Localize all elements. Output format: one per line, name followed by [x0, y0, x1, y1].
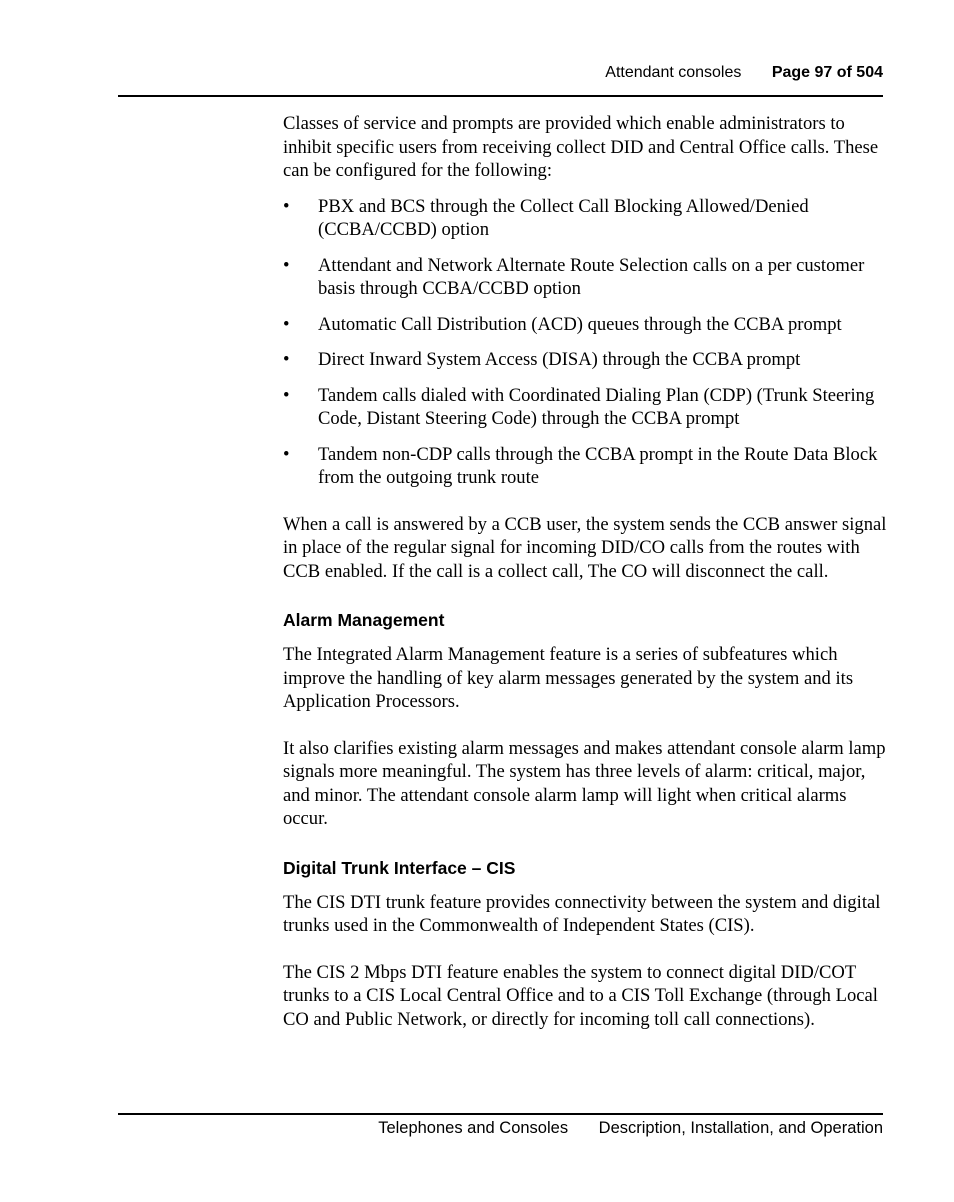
alarm-management-paragraph-2: It also clarifies existing alarm messages and makes attendant console alarm lamp signals more meaningful. The system has three levels of alarm: critical, major, and minor. The attendant console alarm lamp will light when critical alarms occur. — [283, 737, 886, 829]
list-item — [283, 254, 887, 301]
dti-cis-paragraph-1: The CIS DTI trunk feature provides connectivity between the system and digital trunks used in the Commonwealth of Independent States (CIS). — [283, 891, 881, 936]
list-item — [283, 313, 887, 337]
list-item-text: Attendant and Network Alternate Route Selection calls on a per customer basis through CCBA/CCBD option — [318, 254, 865, 299]
running-section-title: Attendant consoles — [605, 64, 742, 81]
page-header — [605, 64, 883, 82]
list-item — [283, 348, 887, 372]
footer-document-title: Description, Installation, and Operation — [598, 1119, 883, 1137]
ccb-options-list — [283, 195, 887, 490]
list-item-text: PBX and BCS through the Collect Call Blocking Allowed/Denied (CCBA/CCBD) option — [318, 195, 809, 240]
bullet-marker: • — [283, 349, 290, 370]
footer-rule — [118, 1113, 883, 1115]
list-item-text: Automatic Call Distribution (ACD) queues through the CCBA prompt — [318, 313, 842, 335]
list-item — [283, 384, 887, 431]
intro-paragraph: Classes of service and prompts are provided which enable administrators to inhibit specific users from receiving collect DID and Central Office calls. These can be configured for the following: — [283, 113, 879, 181]
bullet-marker: • — [283, 443, 290, 465]
page-footer — [378, 1117, 883, 1140]
alarm-management-heading: Alarm Management — [283, 610, 445, 630]
page-number: Page 97 of 504 — [771, 64, 883, 81]
page-body — [283, 112, 887, 1054]
list-item-text: Direct Inward System Access (DISA) through the CCBA prompt — [318, 349, 801, 370]
list-item-text: Tandem non-CDP calls through the CCBA prompt in the Route Data Block from the outgoing trunk route — [318, 443, 878, 488]
bullet-marker: • — [283, 384, 290, 406]
bullet-marker: • — [283, 195, 290, 217]
list-item — [283, 443, 887, 490]
bullet-marker: • — [283, 254, 290, 276]
list-item-text: Tandem calls dialed with Coordinated Dialing Plan (CDP) (Trunk Steering Code, Distant Steering Code) through the CCBA prompt — [318, 384, 875, 429]
footer-document-series: Telephones and Consoles — [378, 1119, 569, 1137]
dti-cis-paragraph-2: The CIS 2 Mbps DTI feature enables the system to connect digital DID/COT trunks to a CIS Local Central Office and to a CIS Toll Exchange (through Local CO and Public Network, or directly for incoming toll call connections). — [283, 961, 878, 1030]
dti-cis-heading: Digital Trunk Interface – CIS — [283, 857, 516, 878]
header-rule — [118, 95, 883, 97]
alarm-management-paragraph-1: The Integrated Alarm Management feature is a series of subfeatures which improve the handling of key alarm messages generated by the system and its Application Processors. — [283, 644, 854, 712]
ccb-answer-paragraph: When a call is answered by a CCB user, the system sends the CCB answer signal in place of the regular signal for incoming DID/CO calls from the routes with CCB enabled. If the call is a collect call, The CO will disconnect the call. — [283, 513, 887, 582]
bullet-marker: • — [283, 313, 290, 335]
list-item — [283, 195, 887, 242]
